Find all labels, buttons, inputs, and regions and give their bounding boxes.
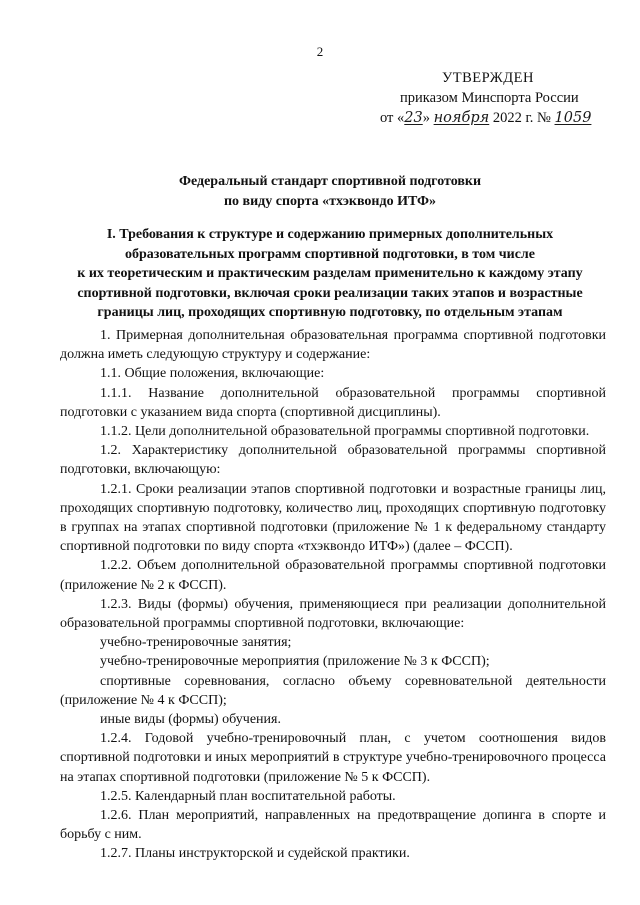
- approval-day: 23: [404, 110, 423, 126]
- body-text: [60, 326, 606, 864]
- approval-year-label: 2022 г. №: [489, 110, 555, 126]
- section-title-line: спортивной подготовки, включая сроки реализации таких этапов и возрастные: [77, 285, 583, 301]
- paragraph: 1.2.2. Объем дополнительной образовательной программы спортивной подготовки (приложение № 2 к ФССП).: [60, 558, 606, 593]
- approval-number: 1059: [554, 110, 592, 126]
- paragraph: 1.2.5. Календарный план воспитательной работы.: [100, 788, 396, 804]
- paragraph: 1.2.4. Годовой учебно-тренировочный план, с учетом соотношения видов спортивной подготовки и иных мероприятий в структуре учебно-тренировочного процесса на этапах спортивной подготовки (приложение № 5 к ФССП).: [60, 731, 606, 785]
- paragraph: 1.2.6. План мероприятий, направленных на предотвращение допинга в спорте и борьбу с ним.: [60, 808, 606, 843]
- document-title-line: Федеральный стандарт спортивной подготовки: [178, 174, 482, 189]
- paragraph: 1.2.1. Сроки реализации этапов спортивной подготовки и возрастные границы лиц, проходящих спортивную подготовку, количество лиц, проходящих спортивную подготовку в группах на этапах спортивной подготовки (приложение № 1 к федеральному стандарту спортивной подготовки по виду спорта «тхэквондо ИТФ») (далее – ФССП).: [60, 481, 606, 555]
- paragraph: 1.1. Общие положения, включающие:: [100, 366, 325, 382]
- list-item: учебно-тренировочные занятия;: [100, 635, 292, 651]
- section-title-line: границы лиц, проходящих спортивную подготовку, по отдельным этапам: [97, 305, 563, 320]
- list-item: учебно-тренировочные мероприятия (приложение № 3 к ФССП);: [100, 654, 490, 670]
- document-title-line: по виду спорта «тхэквондо ИТФ»: [223, 194, 437, 209]
- approval-date-sep: »: [422, 110, 434, 126]
- section-title-line: к их теоретическим и практическим разделам применительно к каждому этапу: [77, 266, 583, 281]
- paragraph: 1. Примерная дополнительная образовательная программа спортивной подготовки должна иметь следующую структуру и содержание:: [60, 328, 606, 363]
- document-title: [40, 172, 620, 212]
- approval-date-line: [380, 108, 630, 128]
- paragraph: 1.2. Характеристику дополнительной образовательной программы спортивной подготовки, включающую:: [60, 443, 606, 478]
- section-title-line: I. Требования к структуре и содержанию примерных дополнительных: [106, 227, 554, 242]
- approval-date-prefix: от «: [380, 110, 405, 126]
- paragraph: 1.1.1. Название дополнительной образовательной программы спортивной подготовки с указанием вида спорта (спортивной дисциплины).: [60, 385, 606, 420]
- section-title-line: образовательных программ спортивной подготовки, в том числе: [125, 246, 535, 262]
- approval-order: приказом Минспорта России: [400, 90, 579, 106]
- paragraph: 1.2.3. Виды (формы) обучения, применяющиеся при реализации дополнительной образовательной программы спортивной подготовки, включающие:: [60, 596, 606, 632]
- approval-block: [380, 68, 630, 128]
- page-number: 2: [316, 44, 324, 59]
- list-item: иные виды (формы) обучения.: [100, 712, 281, 728]
- approval-title: УТВЕРЖДЕН: [442, 70, 534, 86]
- paragraph: 1.1.2. Цели дополнительной образовательной программы спортивной подготовки.: [100, 424, 590, 440]
- section-title: [40, 225, 620, 323]
- list-item: спортивные соревнования, согласно объему соревновательной деятельности (приложение № 4 к ФССП);: [60, 673, 606, 708]
- paragraph: 1.2.7. Планы инструкторской и судейской практики.: [100, 846, 410, 862]
- approval-month: ноября: [433, 110, 490, 126]
